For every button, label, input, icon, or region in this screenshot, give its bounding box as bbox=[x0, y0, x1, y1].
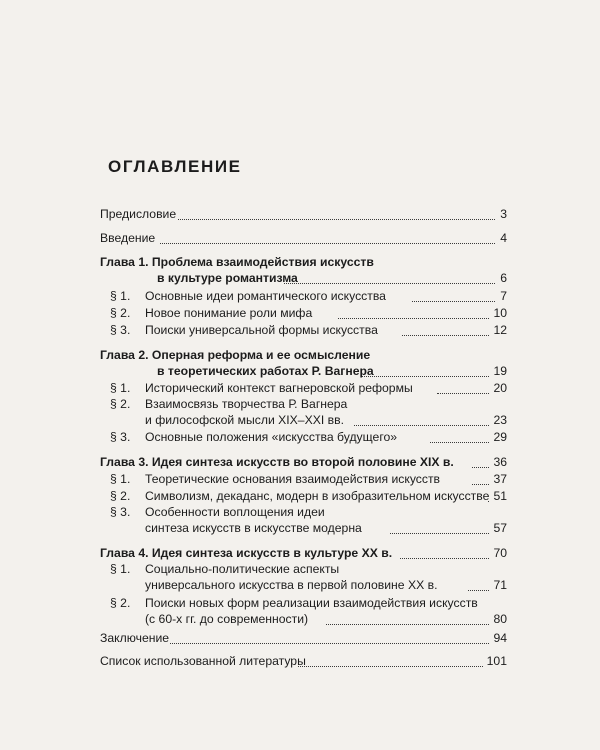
toc-chapter-2 bbox=[100, 348, 507, 384]
chapter-heading: Глава 3. Идея синтеза искусств во второй половине XIX в. bbox=[100, 455, 454, 469]
toc-page-number: 51 bbox=[493, 489, 507, 503]
toc-entry-label: Предисловие bbox=[100, 207, 177, 221]
dot-leader bbox=[400, 556, 489, 559]
section-number: § 3. bbox=[110, 323, 131, 337]
toc-section-3-3 bbox=[100, 505, 507, 541]
dot-leader bbox=[338, 316, 489, 319]
dot-leader bbox=[298, 664, 483, 667]
section-label: Основные идеи романтического искусства bbox=[145, 289, 386, 303]
toc-page-number: 23 bbox=[493, 413, 507, 427]
section-label: Основные положения «искусства будущего» bbox=[145, 430, 398, 444]
toc-page-number: 71 bbox=[493, 578, 507, 592]
toc-page-number: 57 bbox=[493, 521, 507, 535]
section-label: Поиски новых форм реализации взаимодействия искусств bbox=[145, 596, 478, 610]
toc-section-2-3 bbox=[100, 430, 507, 450]
toc-page-number: 94 bbox=[493, 631, 507, 645]
toc-title: ОГЛАВЛЕНИЕ bbox=[108, 157, 242, 176]
toc-chapter-1 bbox=[100, 255, 507, 291]
section-label-cont: синтеза искусств в искусстве модерна bbox=[145, 521, 362, 535]
toc-section-4-1 bbox=[100, 562, 507, 598]
dot-leader bbox=[354, 423, 489, 426]
section-label-cont: (с 60-х гг. до современности) bbox=[145, 612, 309, 626]
toc-page-number: 36 bbox=[493, 455, 507, 469]
dot-leader bbox=[430, 440, 489, 443]
section-number: § 1. bbox=[110, 472, 131, 486]
section-number: § 2. bbox=[110, 596, 131, 610]
dot-leader bbox=[412, 299, 495, 302]
dot-leader bbox=[160, 241, 495, 244]
toc-entry-preface bbox=[100, 207, 507, 227]
section-number: § 1. bbox=[110, 289, 131, 303]
toc-entry-conclusion bbox=[100, 631, 507, 651]
chapter-heading-cont: в культуре романтизма bbox=[157, 271, 298, 285]
toc-page-number: 80 bbox=[493, 612, 507, 626]
toc-page-number: 37 bbox=[493, 472, 507, 486]
toc-page-number: 70 bbox=[493, 546, 507, 560]
toc-page-number: 7 bbox=[500, 289, 507, 303]
section-number: § 3. bbox=[110, 505, 131, 519]
section-number: § 2. bbox=[110, 306, 131, 320]
section-number: § 2. bbox=[110, 489, 131, 503]
dot-leader bbox=[402, 333, 489, 336]
toc-page-number: 10 bbox=[493, 306, 507, 320]
toc-entry-label: Введение bbox=[100, 231, 156, 245]
toc-page-number: 12 bbox=[493, 323, 507, 337]
section-label: Особенности воплощения идеи bbox=[145, 505, 325, 519]
toc-entry-label: Заключение bbox=[100, 631, 170, 645]
dot-leader bbox=[437, 391, 489, 394]
dot-leader bbox=[488, 499, 489, 502]
toc-section-2-2 bbox=[100, 397, 507, 433]
toc-page-number: 6 bbox=[500, 271, 507, 285]
toc-entry-intro bbox=[100, 231, 507, 251]
dot-leader bbox=[362, 374, 489, 377]
section-label-cont: универсального искусства в первой половине XX в. bbox=[145, 578, 438, 592]
chapter-heading: Глава 1. Проблема взаимодействия искусств bbox=[100, 255, 374, 269]
dot-leader bbox=[472, 465, 489, 468]
toc-section-1-3 bbox=[100, 323, 507, 343]
toc-page-number: 19 bbox=[493, 364, 507, 378]
section-number: § 1. bbox=[110, 562, 131, 576]
toc-page-number: 29 bbox=[493, 430, 507, 444]
section-label: Новое понимание роли мифа bbox=[145, 306, 313, 320]
section-number: § 1. bbox=[110, 381, 131, 395]
toc-page-number: 4 bbox=[500, 231, 507, 245]
toc-entry-label: Список использованной литературы bbox=[100, 654, 306, 668]
section-label: Взаимосвязь творчества Р. Вагнера bbox=[145, 397, 348, 411]
toc-entry-bibliography bbox=[100, 654, 507, 674]
dot-leader bbox=[468, 588, 489, 591]
dot-leader bbox=[390, 531, 489, 534]
toc-page-number: 20 bbox=[493, 381, 507, 395]
chapter-heading-cont: в теоретических работах Р. Вагнера bbox=[157, 364, 374, 378]
section-label: Теоретические основания взаимодействия искусств bbox=[145, 472, 441, 486]
toc-page-number: 101 bbox=[486, 654, 507, 668]
chapter-heading: Глава 2. Оперная реформа и ее осмысление bbox=[100, 348, 371, 362]
dot-leader bbox=[284, 281, 495, 284]
toc-section-4-2 bbox=[100, 596, 507, 632]
section-number: § 2. bbox=[110, 397, 131, 411]
toc-page-number: 3 bbox=[500, 207, 507, 221]
chapter-heading: Глава 4. Идея синтеза искусств в культуре XX в. bbox=[100, 546, 393, 560]
section-label: Социально-политические аспекты bbox=[145, 562, 340, 576]
section-number: § 3. bbox=[110, 430, 131, 444]
dot-leader bbox=[170, 641, 489, 644]
dot-leader bbox=[178, 217, 495, 220]
section-label: Символизм, декаданс, модерн в изобразительном искусстве bbox=[145, 489, 490, 503]
section-label: Исторический контекст вагнеровской реформы bbox=[145, 381, 413, 395]
section-label: Поиски универсальной формы искусства bbox=[145, 323, 378, 337]
dot-leader bbox=[472, 482, 489, 485]
section-label-cont: и философской мысли XIX–XXI вв. bbox=[145, 413, 344, 427]
dot-leader bbox=[326, 622, 489, 625]
